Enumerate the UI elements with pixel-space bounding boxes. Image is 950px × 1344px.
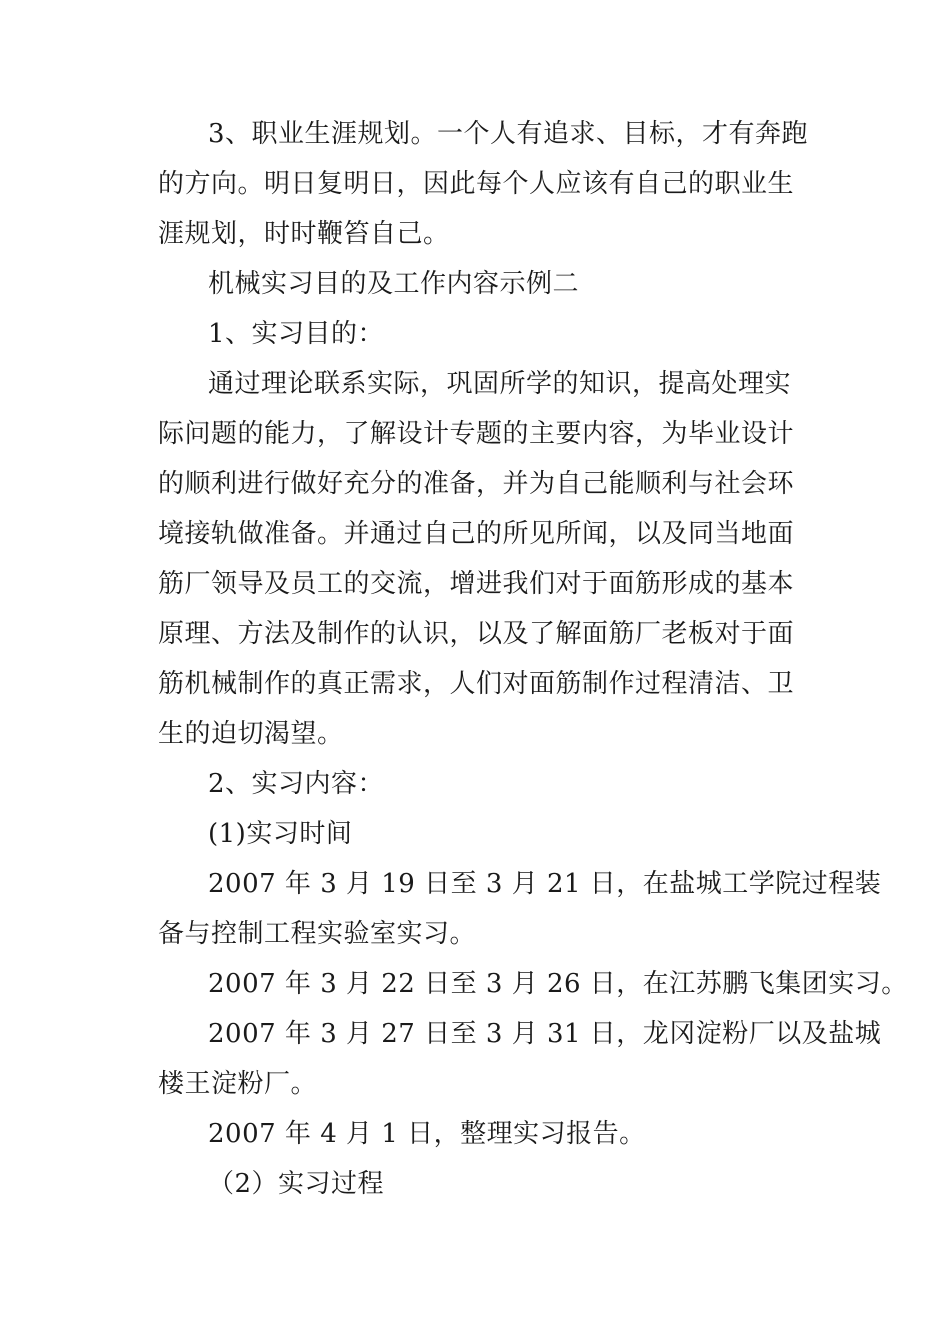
paragraph-line: 筋厂领导及员工的交流，增进我们对于面筋形成的基本 <box>158 569 795 599</box>
paragraph-line: 境接轨做准备。并通过自己的所见所闻，以及同当地面 <box>158 519 795 549</box>
paragraph-line: 备与控制工程实验室实习。 <box>158 919 477 949</box>
paragraph-line: 2007 年 3 月 27 日至 3 月 31 日，龙冈淀粉厂以及盐城 <box>208 1019 882 1049</box>
subsection-heading: 2、实习内容： <box>208 769 385 799</box>
paragraph-line: 楼王淀粉厂。 <box>158 1069 318 1099</box>
paragraph-line: 筋机械制作的真正需求，人们对面筋制作过程清洁、卫 <box>158 669 795 699</box>
subsection-heading: 1、实习目的： <box>208 319 385 349</box>
paragraph-line: 的顺利进行做好充分的准备，并为自己能顺利与社会环 <box>158 469 795 499</box>
paragraph-line: 通过理论联系实际，巩固所学的知识，提高处理实 <box>208 369 792 399</box>
paragraph-line: 涯规划，时时鞭笞自己。 <box>158 219 450 249</box>
section-heading: 机械实习目的及工作内容示例二 <box>208 269 580 299</box>
paragraph-line: 际问题的能力，了解设计专题的主要内容，为毕业设计 <box>158 419 795 449</box>
paragraph-line: 2007 年 3 月 19 日至 3 月 21 日，在盐城工学院过程装 <box>208 869 882 899</box>
paragraph-line: 生的迫切渴望。 <box>158 719 344 749</box>
paragraph-line: 2007 年 3 月 22 日至 3 月 26 日，在江苏鹏飞集团实习。 <box>208 969 908 999</box>
paragraph-line: 3、职业生涯规划。一个人有追求、目标，才有奔跑 <box>208 119 809 149</box>
paragraph-line: 原理、方法及制作的认识，以及了解面筋厂老板对于面 <box>158 619 795 649</box>
paragraph-line: 2007 年 4 月 1 日，整理实习报告。 <box>208 1119 646 1149</box>
subsection-heading: （2）实习过程 <box>208 1169 385 1199</box>
subsection-heading: (1)实习时间 <box>208 819 353 849</box>
paragraph-line: 的方向。明日复明日，因此每个人应该有自己的职业生 <box>158 169 795 199</box>
